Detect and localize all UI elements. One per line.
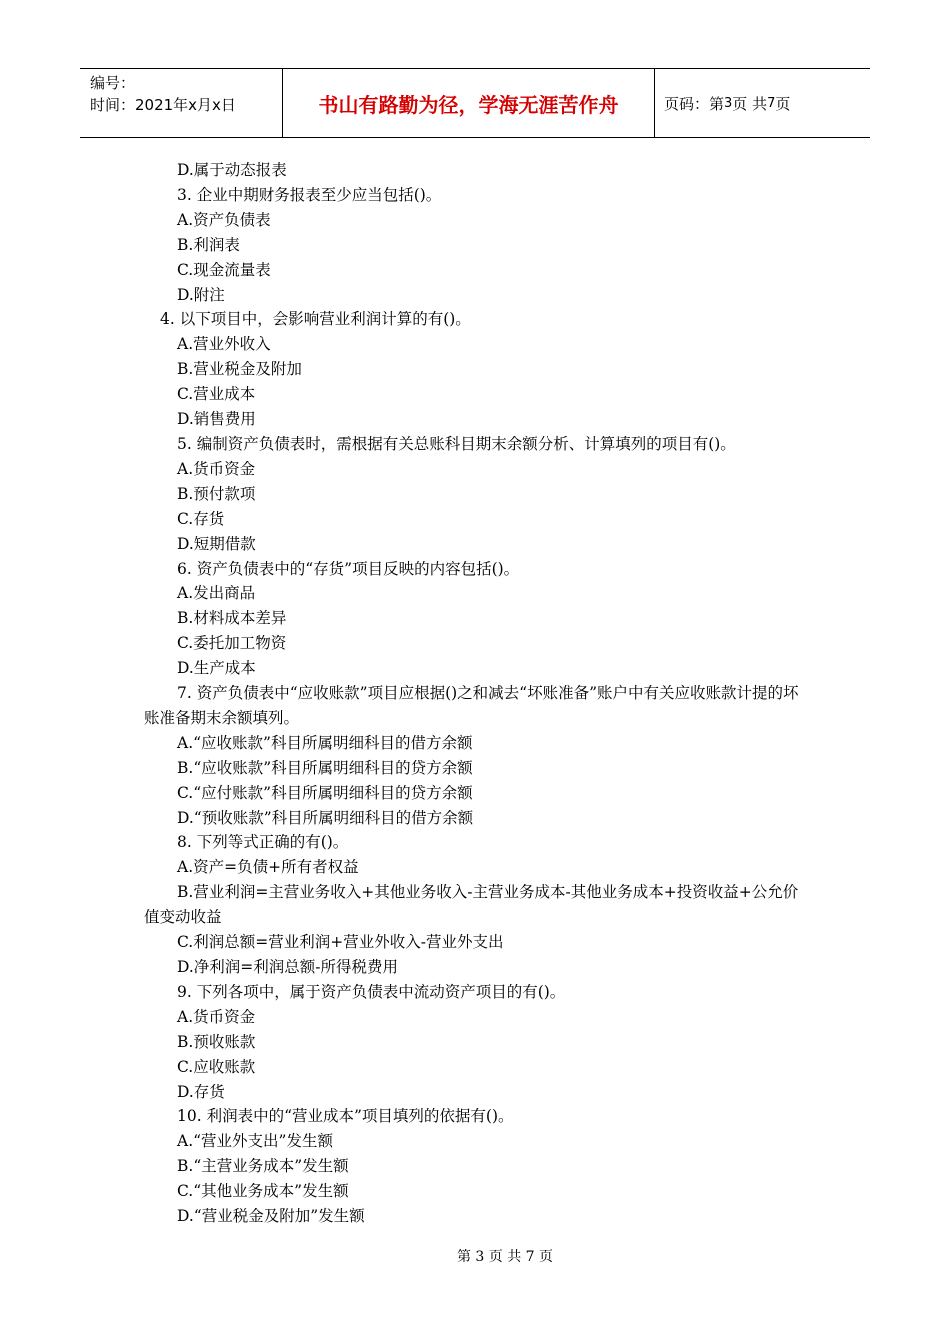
document-number-label: 编号： (90, 74, 136, 92)
option-line: D.属于动态报表 (177, 161, 287, 179)
option-line: A.发出商品 (177, 584, 256, 603)
option-line: A.资产负债表 (177, 210, 271, 229)
option-line: A.货币资金 (177, 1007, 256, 1026)
question-line: 10. 利润表中的“营业成本”项目填列的依据有()。 (177, 1107, 514, 1126)
question-line: 7. 资产负债表中“应收账款”项目应根据()之和减去“坏账准备”账户中有关应收账款计提的坏账准备期末余额填列。 (144, 684, 799, 727)
option-line: B.“应收账款”科目所属明细科目的贷方余额 (177, 758, 473, 777)
document-date: 时间：2021年x月x日 (90, 96, 236, 114)
option-line: D.净利润=利润总额-所得税费用 (177, 958, 399, 976)
option-line: C.现金流量表 (177, 260, 271, 279)
option-line: A.资产=负债+所有者权益 (177, 858, 359, 877)
option-line: B.预付款项 (177, 484, 256, 503)
page-prefix: 页码：第 (664, 94, 725, 113)
option-line: D.“预收账款”科目所属明细科目的借方余额 (177, 808, 474, 827)
page-total: 7 (767, 95, 776, 111)
page-mid: 页 共 (732, 94, 768, 113)
question-line: 3. 企业中期财务报表至少应当包括()。 (177, 185, 442, 204)
option-line: C.“其他业务成本”发生额 (177, 1182, 349, 1201)
option-line: A.“应收账款”科目所属明细科目的借方余额 (177, 733, 473, 752)
option-line: B.利润表 (177, 235, 240, 254)
option-line: A.货币资金 (177, 459, 256, 478)
page-footer: 第 3 页 共 7 页 (456, 1249, 554, 1265)
option-line: A.营业外收入 (177, 335, 271, 354)
option-line: D.生产成本 (177, 659, 256, 678)
option-line: D.短期借款 (177, 534, 256, 553)
option-line: D.存货 (177, 1082, 225, 1101)
question-line: 9. 下列各项中，属于资产负债表中流动资产项目的有()。 (177, 982, 566, 1001)
option-line: B.营业利润=主营业务收入+其他业务收入-主营业务成本-其他业务成本+投资收益+公允价值变动收益 (144, 883, 799, 927)
question-line: 6. 资产负债表中的“存货”项目反映的内容包括()。 (177, 559, 520, 578)
question-line: 8. 下列等式正确的有()。 (177, 833, 349, 852)
option-line: C.委托加工物资 (177, 634, 287, 653)
question-line: 4. 以下项目中，会影响营业利润计算的有()。 (160, 310, 471, 329)
option-line: C.“应付账款”科目所属明细科目的贷方余额 (177, 783, 473, 802)
header-motto: 书山有路勤为径，学海无涯苦作舟 (283, 69, 655, 137)
header-page-info (655, 69, 870, 137)
option-line: C.应收账款 (177, 1057, 256, 1076)
option-line: C.营业成本 (177, 385, 256, 404)
option-line: C.利润总额=营业利润+营业外收入-营业外支出 (177, 933, 504, 952)
option-line: B.材料成本差异 (177, 609, 287, 628)
option-line: A.“营业外支出”发生额 (177, 1132, 333, 1151)
page-suffix: 页 (775, 94, 791, 113)
page-current: 3 (724, 95, 733, 111)
option-line: D.销售费用 (177, 410, 256, 429)
option-line: B.预收账款 (177, 1032, 256, 1051)
option-line: C.存货 (177, 509, 225, 528)
option-line: B.营业税金及附加 (177, 360, 302, 379)
page-header (80, 68, 870, 138)
document-body (144, 158, 810, 1229)
question-line: 5. 编制资产负债表时，需根据有关总账科目期末余额分析、计算填列的项目有()。 (177, 434, 736, 453)
header-meta (80, 69, 283, 137)
option-line: D.附注 (177, 285, 225, 304)
option-line: D.“营业税金及附加”发生额 (177, 1207, 365, 1226)
option-line: B.“主营业务成本”发生额 (177, 1157, 349, 1176)
